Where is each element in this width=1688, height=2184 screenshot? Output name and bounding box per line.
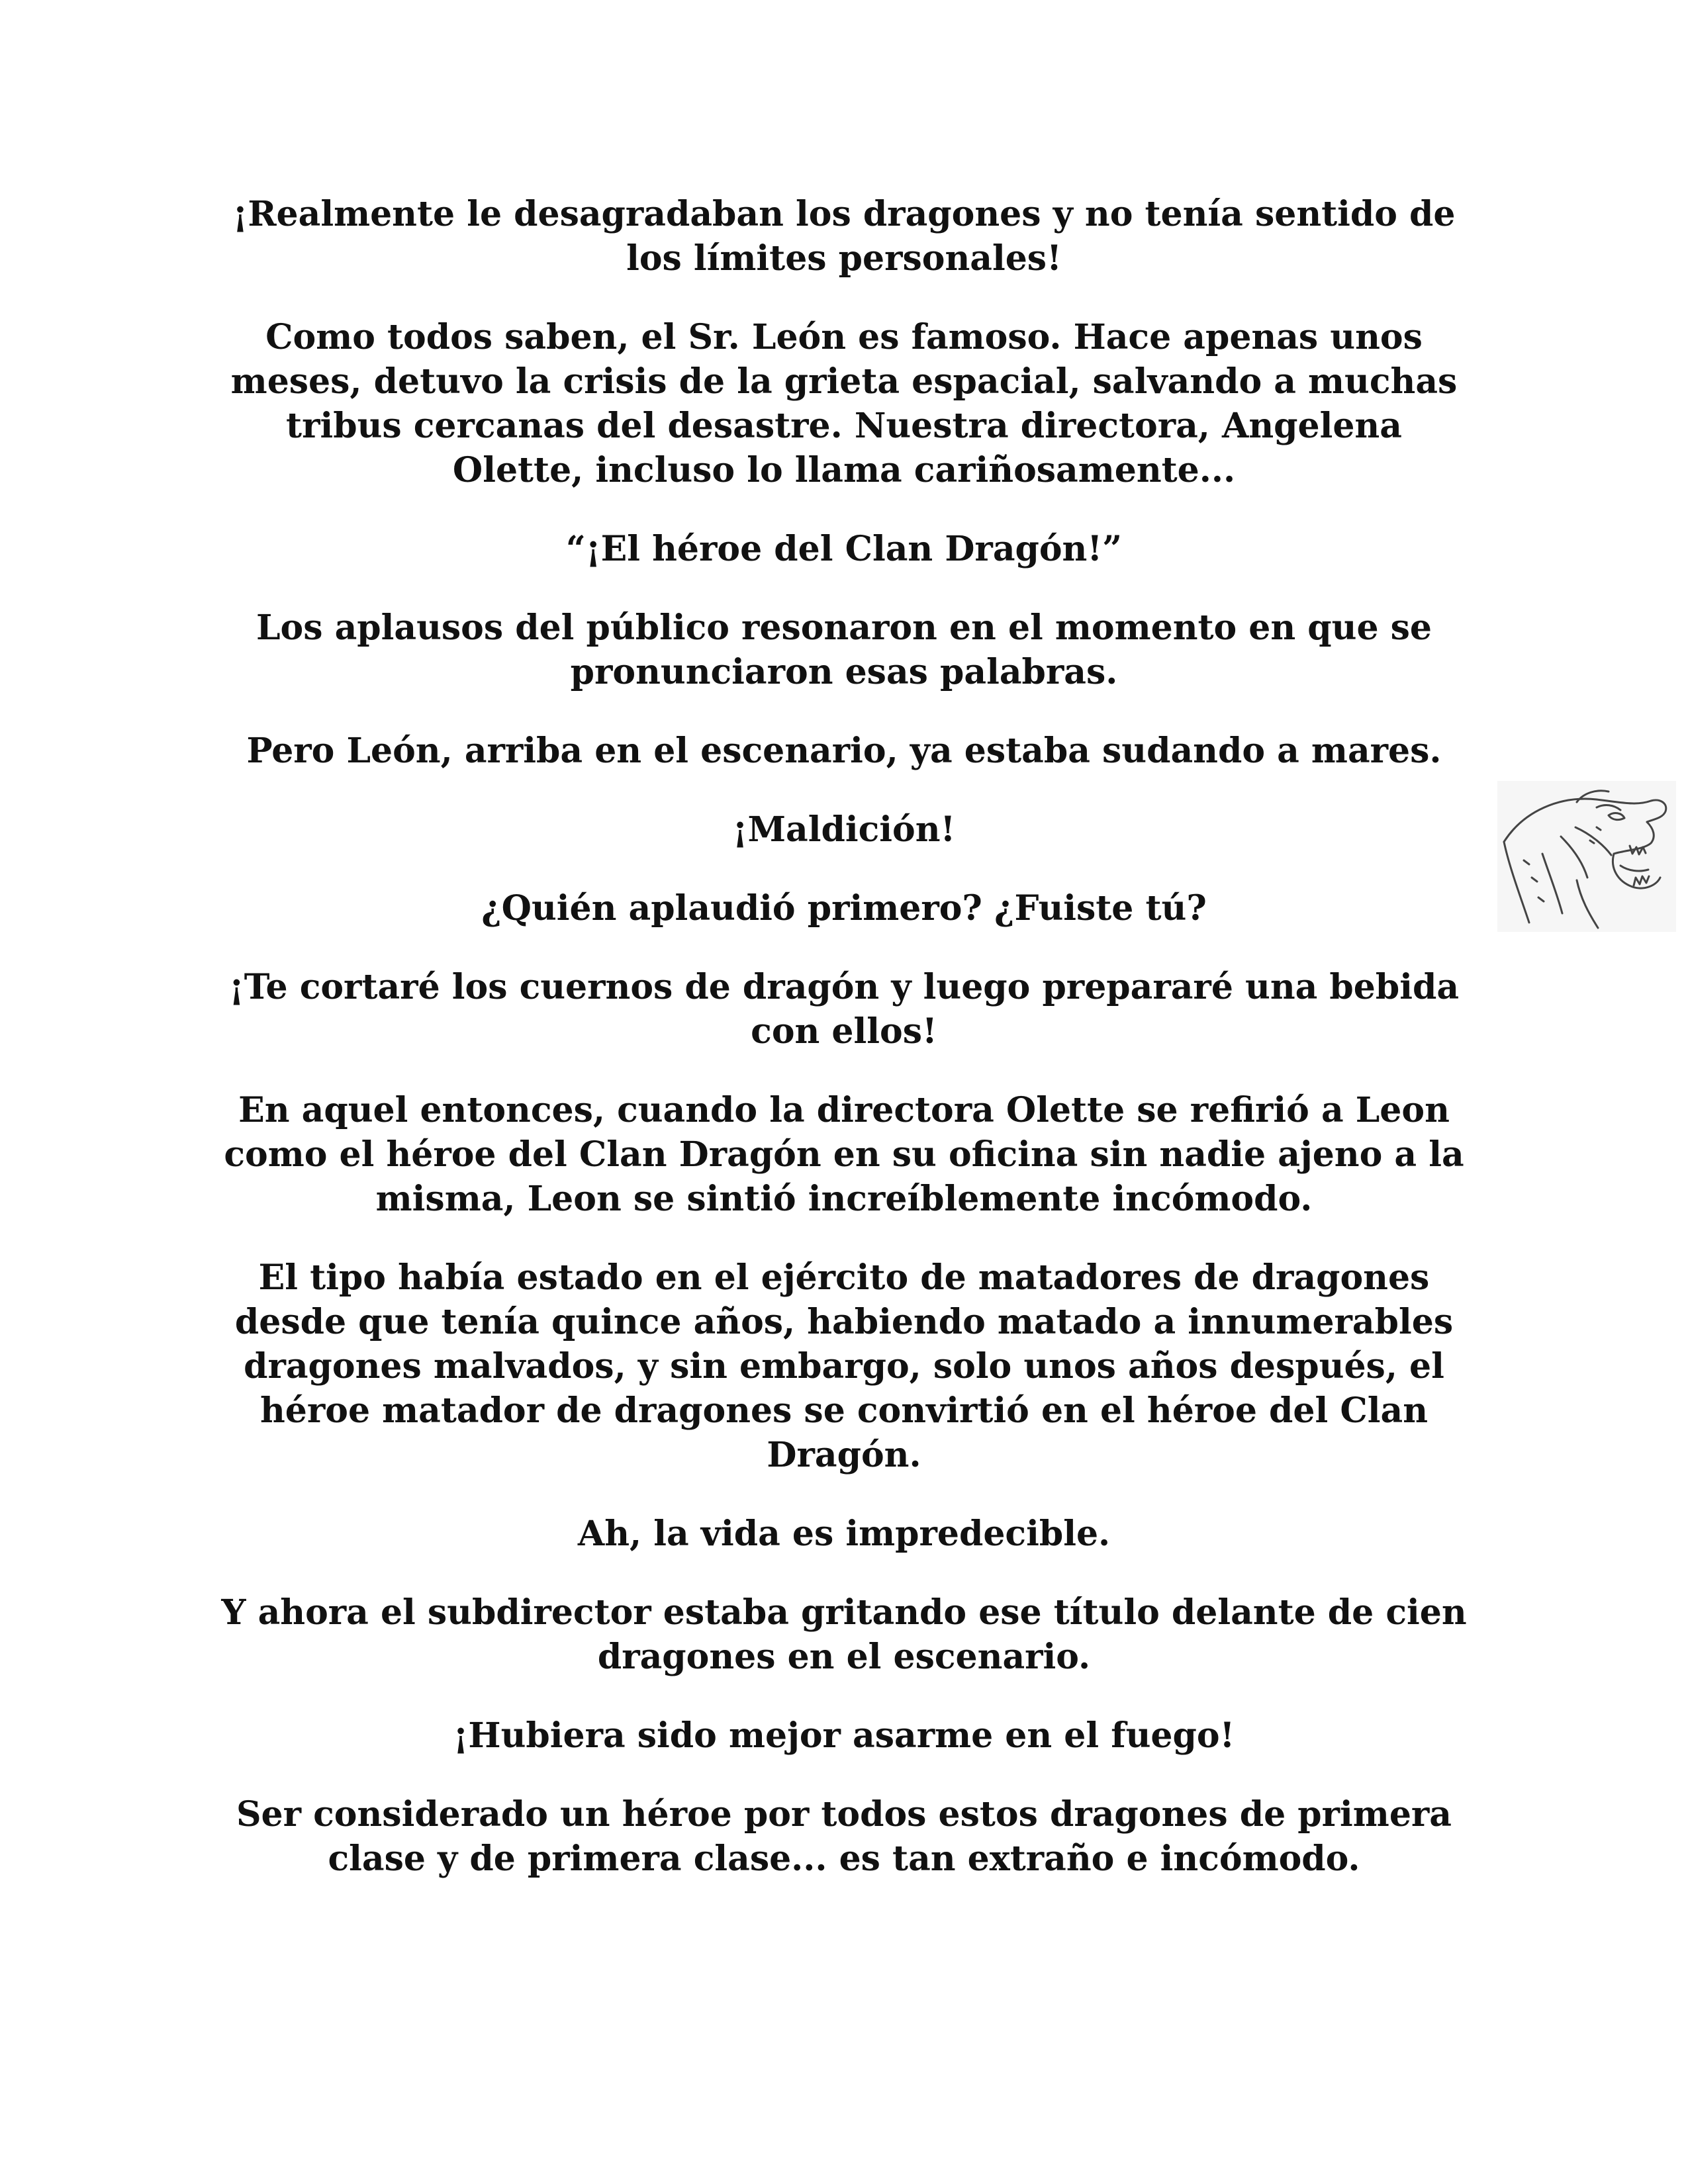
paragraph-6: ¡Maldición! [732, 809, 956, 850]
paragraph-9: En aquel entonces, cuando la directora Olette se refirió a Leon como el héroe del Clan Dragón en su oficina sin nadie ajeno a la misma, Leon se sintió increíblemente incómodo. [224, 1090, 1464, 1219]
paragraph-10: El tipo había estado en el ejército de matadores de dragones desde que tenía quince años, habiendo matado a innumerables dragones malvados, y sin embargo, solo unos años después, el héroe matador de dragones se convirtió en el héroe del Clan Dragón. [234, 1257, 1454, 1475]
story-text [218, 192, 1470, 1915]
paragraph-5: Pero León, arriba en el escenario, ya estaba sudando a mares. [246, 731, 1442, 771]
paragraph-14: Ser considerado un héroe por todos estos dragones de primera clase y de primera clase... es tan extraño e incómodo. [236, 1794, 1452, 1879]
paragraph-8: ¡Te cortaré los cuernos de dragón y luego prepararé una bebida con ellos! [228, 967, 1460, 1052]
paragraph-3: “¡El héroe del Clan Dragón!” [565, 529, 1123, 569]
paragraph-7: ¿Quién aplaudió primero? ¿Fuiste tú? [481, 888, 1207, 929]
paragraph-13: ¡Hubiera sido mejor asarme en el fuego! [453, 1715, 1235, 1756]
paragraph-1: ¡Realmente le desagradaban los dragones y no tenía sentido de los límites personales! [232, 194, 1456, 279]
dragon-head-sketch-icon [1497, 781, 1676, 932]
paragraph-4: Los aplausos del público resonaron en el momento en que se pronunciaron esas palabras. [256, 608, 1432, 692]
paragraph-11: Ah, la vida es impredecible. [577, 1514, 1111, 1554]
paragraph-2: Como todos saben, el Sr. León es famoso. Hace apenas unos meses, detuvo la crisis de la grieta espacial, salvando a muchas tribus cercanas del desastre. Nuestra directora, Angelena Olette, incluso lo llama cariñosamente... [230, 317, 1458, 490]
paragraph-12: Y ahora el subdirector estaba gritando ese título delante de cien dragones en el escenario. [221, 1592, 1467, 1677]
